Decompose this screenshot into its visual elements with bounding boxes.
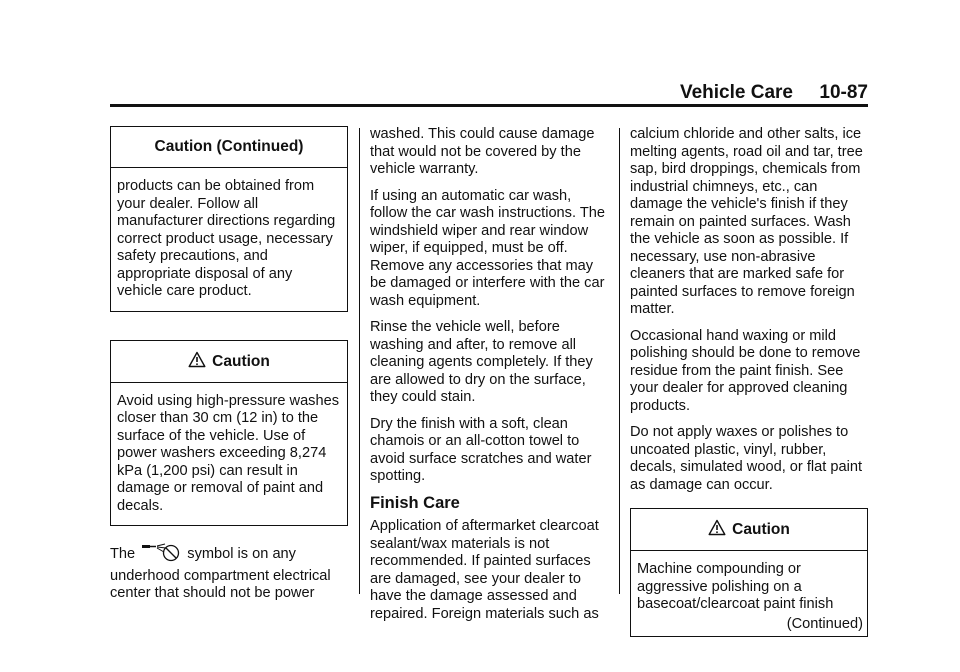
caution-pressure-box xyxy=(110,340,348,527)
page-number: 10-87 xyxy=(819,82,868,103)
caution-pressure-title: Caution xyxy=(212,352,270,370)
section-heading-finish-care: Finish Care xyxy=(370,493,460,512)
column-1 xyxy=(110,126,348,612)
caution-pressure-body: Avoid using high-pressure washes closer than 30 cm (12 in) to the surface of the vehicle. Use of power washers exceeding 8,274 kPa (1,200 psi) can result in damage or removal of paint and decals. xyxy=(117,392,340,514)
continued-label: (Continued) xyxy=(786,615,863,632)
caution-continued-body: products can be obtained from your dealer. Follow all manufacturer directions regarding correct product usage, necessary safety precautions, and appropriate disposal of any vehicle care product. xyxy=(117,178,336,299)
column-2 xyxy=(370,126,608,632)
caution-polish-title: Caution xyxy=(732,521,790,538)
column-divider xyxy=(619,128,620,594)
column-divider xyxy=(359,128,360,594)
caution-continued-title: Caution (Continued) xyxy=(111,127,347,168)
column-3 xyxy=(630,126,868,655)
caution-polish-box xyxy=(630,508,868,637)
caution-polish-body: Machine compounding or aggressive polishing on a basecoat/clearcoat paint finish xyxy=(637,561,834,612)
page-header xyxy=(110,78,868,107)
warning-triangle-icon xyxy=(188,343,206,384)
page-header-title xyxy=(680,82,868,104)
paragraph: washed. This could cause damage that would not be covered by the vehicle warranty. xyxy=(370,126,595,177)
paragraph: Dry the finish with a soft, clean chamois or an all-cotton towel to avoid surface scratches and water spotting. xyxy=(370,415,592,484)
caution-continued-box xyxy=(110,126,348,312)
paragraph: Application of aftermarket clearcoat sealant/wax materials is not recommended. If painted surfaces are damaged, see your dealer to have the damage assessed and repaired. Foreign materials such as xyxy=(370,518,599,622)
paragraph: Do not apply waxes or polishes to uncoated plastic, vinyl, rubber, decals, simulated wood, or flat paint as damage can occur. xyxy=(630,424,863,493)
section-title: Vehicle Care xyxy=(679,82,793,103)
symbol-paragraph xyxy=(110,542,348,603)
paragraph: calcium chloride and other salts, ice melting agents, road oil and tar, tree sap, bird droppings, chemicals from industrial chimneys, etc., can damage the vehicle's finish if they remain on painted surfaces. Wash the vehicle as soon as possible. If necessary, use non-abrasive cleaners that are marked safe for painted surfaces to remove foreign matter. xyxy=(630,126,863,317)
warning-triangle-icon xyxy=(708,511,726,552)
symbol-para-after: symbol is on any underhood compartment electrical center that should not be power xyxy=(110,546,331,601)
caution-polish-header xyxy=(631,509,867,551)
paragraph: If using an automatic car wash, follow the car wash instructions. The windshield wiper and rear window wiper, if equipped, must be off. Remove any accessories that may be damaged or interfere with the car wash equipment. xyxy=(370,187,605,309)
no-water-spray-icon xyxy=(141,542,181,568)
symbol-para-before: The xyxy=(110,546,136,562)
caution-pressure-header xyxy=(111,341,347,383)
paragraph: Occasional hand waxing or mild polishing should be done to remove residue from the paint finish. See your dealer for approved cleaning products. xyxy=(630,327,861,414)
paragraph: Rinse the vehicle well, before washing and after, to remove all cleaning agents completely. If they are allowed to dry on the surface, they could stain. xyxy=(370,319,593,405)
